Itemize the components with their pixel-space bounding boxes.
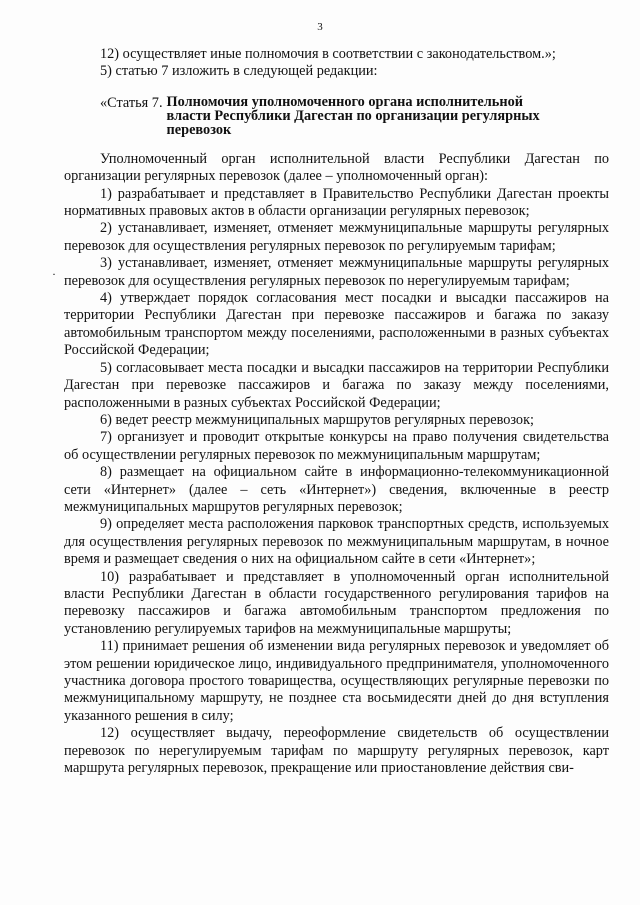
list-item: 10) разрабатывает и представляет в уполномоченный орган исполнительной власти Республики Дагестан в области государственного регулирования тарифов на перевозку пассажиров и багажа автомобильным транспортом предложения по установлению регулируемых тарифов на межмуниципальные маршруты; bbox=[64, 568, 609, 637]
article-intro: Уполномоченный орган исполнительной власти Республики Дагестан по организации регулярных перевозок (далее – уполномоченный орган): bbox=[64, 150, 609, 185]
list-item: 1) разрабатывает и представляет в Правительство Республики Дагестан проекты нормативных правовых актов в области организации регулярных перевозок; bbox=[64, 185, 609, 220]
list-item: 12) осуществляет выдачу, переоформление свидетельств об осуществлении перевозок по нерегулируемым тарифам по маршруту регулярных перевозок, карт маршрута регулярных перевозок, прекращение или приостановление действия сви- bbox=[64, 725, 609, 777]
list-item: 7) организует и проводит открытые конкурсы на право получения свидетельства об осуществлении регулярных перевозок по межмуниципальным маршрутам; bbox=[64, 429, 609, 463]
article-title: Полномочия уполномоченного органа исполнительной власти Республики Дагестан по организации регулярных перевозок bbox=[166, 93, 540, 138]
list-item: 11) принимает решения об изменении вида регулярных перевозок и уведомляет об этом решении юридическое лицо, индивидуального предпринимателя, уполномоченного участника договора простого товарищества, осуществляющих регулярные перевозки по межмуниципальному маршруту, не позднее ста восьмидесяти дней до дня вступления указанного решения в силу; bbox=[64, 638, 609, 724]
list-item: 6) ведет реестр межмуниципальных маршрутов регулярных перевозок; bbox=[100, 411, 534, 428]
paragraph-amendment-5: 5) статью 7 изложить в следующей редакции: bbox=[100, 63, 378, 80]
list-item: 9) определяет места расположения парковок транспортных средств, используемых для осуществления регулярных перевозок по межмуниципальным маршрутам, в ночное время и размещает сведения о них на официальном сайте в сети «Интернет»; bbox=[64, 516, 609, 568]
list-item: 4) утверждает порядок согласования мест посадки и высадки пассажиров на территории Республики Дагестан при перевозке пассажиров и багажа по заказу автомобильным транспортом между поселениями, расположенными в разных субъектах Российской Федерации; bbox=[64, 290, 609, 359]
article-heading bbox=[64, 95, 609, 137]
article-number: «Статья 7. bbox=[100, 94, 163, 111]
list-item: 2) устанавливает, изменяет, отменяет межмуниципальные маршруты регулярных перевозок для осуществления регулярных перевозок по регулируемым тарифам; bbox=[64, 220, 609, 254]
page-number: 3 bbox=[317, 21, 323, 33]
document-body bbox=[64, 46, 609, 777]
scan-mark: · bbox=[52, 267, 56, 281]
list-item: 5) согласовывает места посадки и высадки пассажиров на территории Республики Дагестан при перевозке пассажиров и багажа по заказу между поселениями, расположенными в разных субъектах Российской Федерации; bbox=[64, 359, 609, 411]
paragraph-previous-item-12: 12) осуществляет иные полномочия в соответствии с законодательством.»; bbox=[100, 46, 556, 62]
list-item: 3) устанавливает, изменяет, отменяет межмуниципальные маршруты регулярных перевозок для осуществления регулярных перевозок по нерегулируемым тарифам; bbox=[64, 255, 609, 289]
list-item: 8) размещает на официальном сайте в информационно-телекоммуникационной сети «Интернет» (далее – сеть «Интернет») сведения, включенные в реестр межмуниципальных маршрутов регулярных перевозок; bbox=[64, 464, 609, 515]
